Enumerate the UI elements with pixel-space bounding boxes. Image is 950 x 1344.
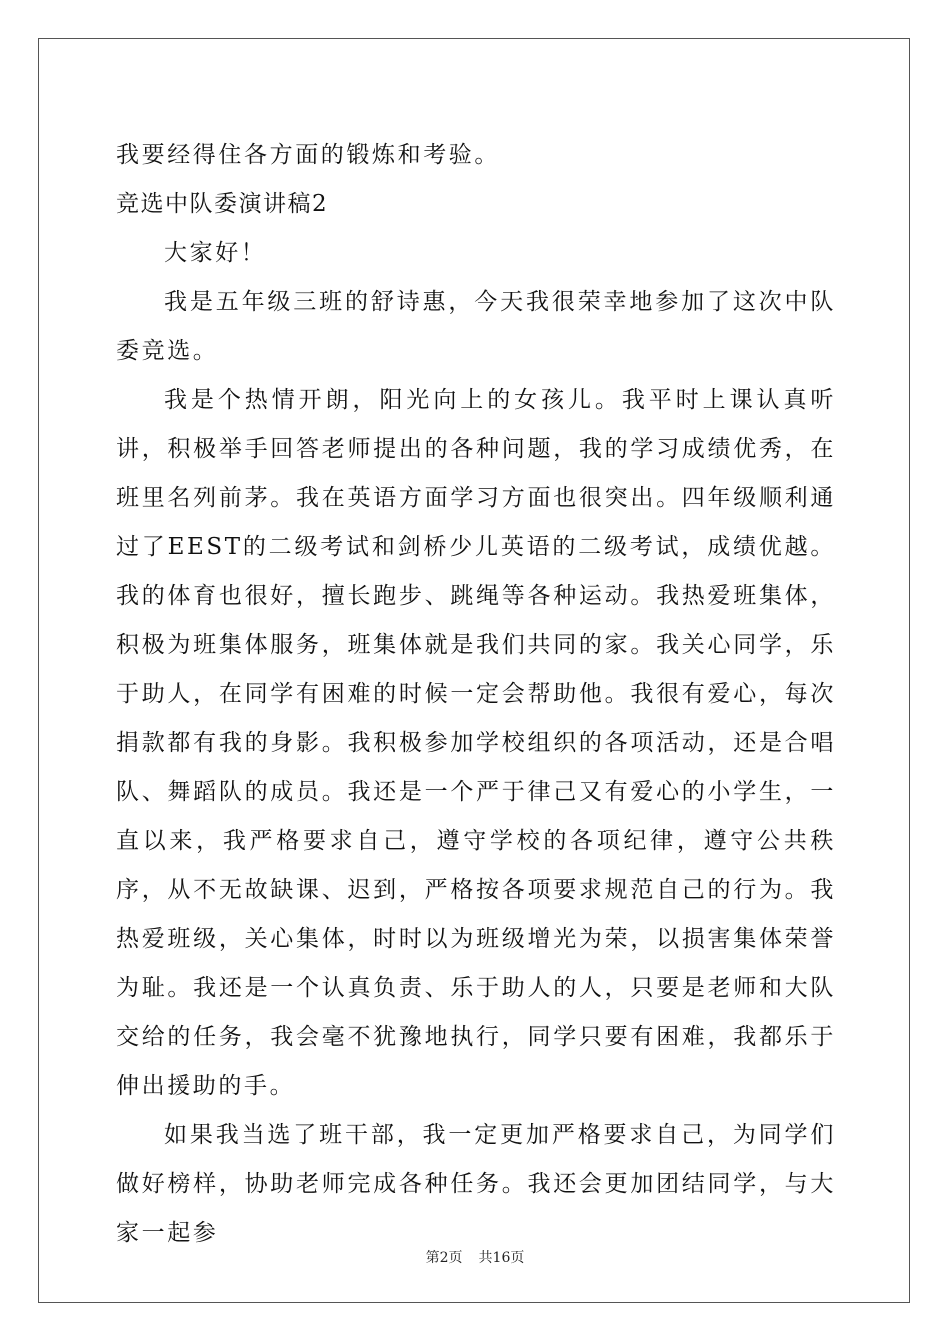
paragraph-continuation: 我要经得住各方面的锻炼和考验。 [116,142,500,168]
page-total: 共16页 [478,1250,525,1266]
closing-paragraph: 如果我当选了班干部，我一定更加严格要求自己，为同学们做好榜样，协助老师完成各种任务。我还会更加团结同学，与大家一起参 [116,1122,836,1246]
document-body [116,131,836,1258]
greeting-paragraph: 大家好！ [164,240,267,266]
page-number: 第2页 [425,1250,463,1266]
body-paragraph: 我是个热情开朗，阳光向上的女孩儿。我平时上课认真听讲，积极举手回答老师提出的各种问题，我的学习成绩优秀，在班里名列前茅。我在英语方面学习方面也很突出。四年级顺利通过了EEST的二级考试和剑桥少儿英语的二级考试，成绩优越。我的体育也很好，擅长跑步、跳绳等各种运动。我热爱班集体，积极为班集体服务，班集体就是我们共同的家。我关心同学，乐于助人，在同学有困难的时候一定会帮助他。我很有爱心，每次捐款都有我的身影。我积极参加学校组织的各项活动，还是合唱队、舞蹈队的成员。我还是一个严于律己又有爱心的小学生，一直以来，我严格要求自己，遵守学校的各项纪律，遵守公共秩序，从不无故缺课、迟到，严格按各项要求规范自己的行为。我热爱班级，关心集体，时时以为班级增光为荣，以损害集体荣誉为耻。我还是一个认真负责、乐于助人的人，只要是老师和大队交给的任务，我会毫不犹豫地执行，同学只要有困难，我都乐于伸出援助的手。 [116,387,836,1099]
page-footer [0,1247,950,1267]
section-heading: 竞选中队委演讲稿2 [116,191,329,217]
intro-paragraph: 我是五年级三班的舒诗惠，今天我很荣幸地参加了这次中队委竞选。 [116,289,836,364]
